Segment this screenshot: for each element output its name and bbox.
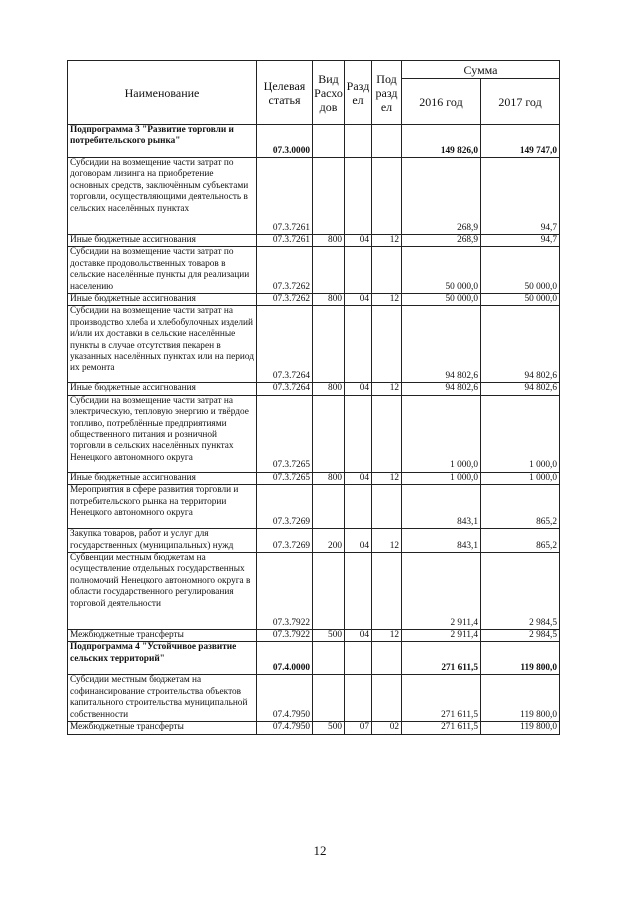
cell-rz (345, 306, 372, 383)
cell-vr (313, 158, 345, 235)
cell-pr: 12 (372, 294, 402, 306)
header-podrazd: Под разд ел (372, 61, 402, 125)
cell-rz (345, 395, 372, 472)
cell-v2016: 843,1 (402, 529, 481, 553)
cell-vr: 800 (313, 383, 345, 395)
table-row (68, 675, 560, 722)
cell-vr: 800 (313, 235, 345, 247)
cell-name: Субсидии на возмещение части затрат по договорам лизинга на приобретение основных средств, заключённым субъектами торговли, осуществляющими деятельность в сельских населённых пунктах (68, 158, 257, 235)
cell-v2017: 119 800,0 (481, 642, 560, 675)
cell-rz (345, 485, 372, 529)
cell-v2016: 843,1 (402, 485, 481, 529)
cell-code: 07.3.7265 (257, 395, 313, 472)
cell-name: Иные бюджетные ассигнования (68, 294, 257, 306)
cell-pr (372, 642, 402, 675)
cell-code: 07.4.0000 (257, 642, 313, 675)
table-body (68, 125, 560, 735)
table-row (68, 306, 560, 383)
cell-code: 07.3.7265 (257, 472, 313, 484)
cell-v2017: 2 984,5 (481, 553, 560, 630)
cell-v2016: 271 611,5 (402, 722, 481, 734)
cell-rz (345, 553, 372, 630)
cell-pr (372, 306, 402, 383)
table-row (68, 722, 560, 734)
cell-code: 07.3.7922 (257, 553, 313, 630)
cell-v2017: 50 000,0 (481, 247, 560, 294)
cell-rz (345, 247, 372, 294)
cell-pr (372, 247, 402, 294)
table-row (68, 383, 560, 395)
header-vid: Вид Расхо дов (313, 61, 345, 125)
cell-code: 07.3.7269 (257, 529, 313, 553)
cell-pr: 12 (372, 472, 402, 484)
header-summa: Сумма (402, 61, 560, 79)
header-2017: 2017 год (481, 79, 560, 125)
cell-v2017: 94,7 (481, 158, 560, 235)
table-row (68, 395, 560, 472)
cell-vr (313, 553, 345, 630)
cell-v2017: 865,2 (481, 485, 560, 529)
cell-code: 07.3.7262 (257, 294, 313, 306)
cell-code: 07.3.7269 (257, 485, 313, 529)
cell-rz: 04 (345, 383, 372, 395)
cell-v2017: 94 802,6 (481, 306, 560, 383)
cell-v2016: 1 000,0 (402, 395, 481, 472)
cell-code: 07.3.7264 (257, 306, 313, 383)
cell-rz: 04 (345, 294, 372, 306)
cell-vr (313, 247, 345, 294)
cell-pr (372, 675, 402, 722)
cell-name: Межбюджетные трансферты (68, 722, 257, 734)
cell-rz: 04 (345, 235, 372, 247)
cell-name: Иные бюджетные ассигнования (68, 472, 257, 484)
cell-v2016: 271 611,5 (402, 675, 481, 722)
page-number: 12 (313, 843, 327, 858)
cell-pr: 12 (372, 529, 402, 553)
cell-name: Субсидии местным бюджетам на софинансирование строительства объектов капитального строительства муниципальной собственности (68, 675, 257, 722)
cell-code: 07.3.0000 (257, 125, 313, 158)
cell-vr (313, 675, 345, 722)
header-target: Целевая статья (257, 61, 313, 125)
cell-v2017: 119 800,0 (481, 675, 560, 722)
cell-pr: 02 (372, 722, 402, 734)
cell-pr (372, 395, 402, 472)
cell-name: Субвенции местным бюджетам на осуществление отдельных государственных полномочий Ненецкого автономного округа в области государственного регулирования торговой деятельности (68, 553, 257, 630)
cell-v2016: 50 000,0 (402, 247, 481, 294)
table-row (68, 529, 560, 553)
cell-name: Субсидии на возмещение части затрат по доставке продовольственных товаров в сельские населённые пункты для реализации населению (68, 247, 257, 294)
cell-v2016: 94 802,6 (402, 383, 481, 395)
cell-v2016: 271 611,5 (402, 642, 481, 675)
cell-pr (372, 553, 402, 630)
cell-name: Подпрограмма 3 "Развитие торговли и потребительского рынка" (68, 125, 257, 158)
cell-vr: 800 (313, 472, 345, 484)
cell-pr: 12 (372, 235, 402, 247)
cell-vr (313, 125, 345, 158)
cell-rz (345, 675, 372, 722)
cell-code: 07.4.7950 (257, 722, 313, 734)
cell-pr (372, 125, 402, 158)
cell-vr (313, 485, 345, 529)
cell-v2016: 94 802,6 (402, 306, 481, 383)
cell-vr: 800 (313, 294, 345, 306)
cell-v2016: 149 826,0 (402, 125, 481, 158)
cell-pr (372, 158, 402, 235)
cell-pr: 12 (372, 630, 402, 642)
table-row (68, 553, 560, 630)
cell-pr: 12 (372, 383, 402, 395)
budget-table (67, 60, 560, 735)
cell-rz: 04 (345, 630, 372, 642)
table-row (68, 642, 560, 675)
table-row (68, 472, 560, 484)
cell-name: Субсидии на возмещение части затрат на электрическую, тепловую энергию и твёрдое топливо, потреблённые предприятиями общественного питания и розничной торговли в сельских населённых пунктах Ненецкого автономного округа (68, 395, 257, 472)
table-row (68, 247, 560, 294)
cell-code: 07.3.7264 (257, 383, 313, 395)
cell-code: 07.3.7261 (257, 235, 313, 247)
cell-name: Иные бюджетные ассигнования (68, 383, 257, 395)
cell-vr (313, 395, 345, 472)
cell-v2017: 94,7 (481, 235, 560, 247)
cell-rz: 07 (345, 722, 372, 734)
cell-vr: 200 (313, 529, 345, 553)
cell-v2017: 119 800,0 (481, 722, 560, 734)
cell-vr (313, 306, 345, 383)
table-row (68, 294, 560, 306)
cell-v2017: 149 747,0 (481, 125, 560, 158)
cell-v2017: 2 984,5 (481, 630, 560, 642)
cell-rz: 04 (345, 529, 372, 553)
header-razd: Разд ел (345, 61, 372, 125)
cell-name: Иные бюджетные ассигнования (68, 235, 257, 247)
cell-name: Подпрограмма 4 "Устойчивое развитие сельских территорий" (68, 642, 257, 675)
cell-v2017: 50 000,0 (481, 294, 560, 306)
cell-v2016: 50 000,0 (402, 294, 481, 306)
table-row (68, 485, 560, 529)
cell-v2017: 1 000,0 (481, 395, 560, 472)
cell-code: 07.3.7922 (257, 630, 313, 642)
cell-code: 07.4.7950 (257, 675, 313, 722)
cell-name: Мероприятия в сфере развития торговли и потребительского рынка на территории Ненецкого автономного округа (68, 485, 257, 529)
cell-v2017: 1 000,0 (481, 472, 560, 484)
cell-name: Субсидии на возмещение части затрат на производство хлеба и хлебобулочных изделий и/или их доставки в сельские населённые пункты в случае отсутствия пекарен в указанных населённых пунктах или на период их ремонта (68, 306, 257, 383)
table-row (68, 630, 560, 642)
cell-v2016: 268,9 (402, 235, 481, 247)
cell-vr (313, 642, 345, 675)
cell-code: 07.3.7262 (257, 247, 313, 294)
cell-v2016: 2 911,4 (402, 630, 481, 642)
cell-name: Закупка товаров, работ и услуг для государственных (муниципальных) нужд (68, 529, 257, 553)
cell-vr: 500 (313, 630, 345, 642)
cell-rz (345, 158, 372, 235)
header-2016: 2016 год (402, 79, 481, 125)
cell-v2016: 268,9 (402, 158, 481, 235)
cell-rz (345, 125, 372, 158)
table-row (68, 235, 560, 247)
cell-pr (372, 485, 402, 529)
header-name: Наименование (68, 61, 257, 125)
cell-v2017: 94 802,6 (481, 383, 560, 395)
table-row (68, 158, 560, 235)
cell-name: Межбюджетные трансферты (68, 630, 257, 642)
cell-vr: 500 (313, 722, 345, 734)
cell-v2016: 1 000,0 (402, 472, 481, 484)
cell-code: 07.3.7261 (257, 158, 313, 235)
cell-rz (345, 642, 372, 675)
cell-v2016: 2 911,4 (402, 553, 481, 630)
cell-rz: 04 (345, 472, 372, 484)
cell-v2017: 865,2 (481, 529, 560, 553)
table-row (68, 125, 560, 158)
